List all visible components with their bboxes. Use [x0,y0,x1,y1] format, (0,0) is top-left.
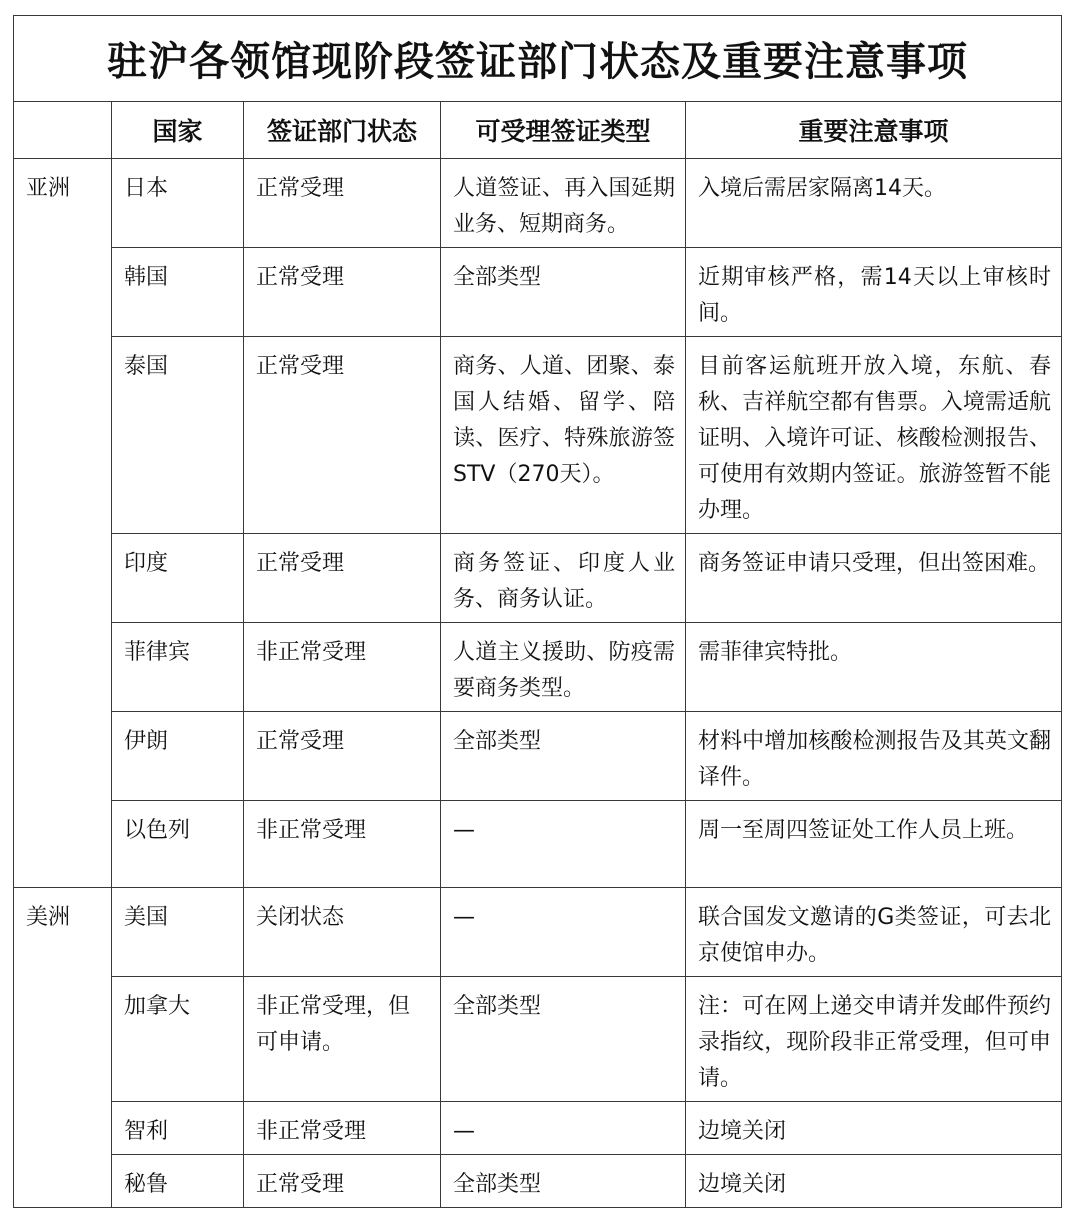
header-row [14,102,1062,159]
visa-status-sheet [13,15,1061,1208]
table-row [14,159,1062,248]
notes-cell: 商务签证申请只受理，但出签困难。 [686,534,1062,623]
visa-types-cell: 人道主义援助、防疫需要商务类型。 [441,623,686,712]
table-row [14,977,1062,1102]
visa-status-table [13,15,1062,1208]
table-row [14,1155,1062,1208]
notes-cell: 周一至周四签证处工作人员上班。 [686,801,1062,888]
country-cell: 伊朗 [112,712,244,801]
table-title: 驻沪各领馆现阶段签证部门状态及重要注意事项 [14,16,1062,102]
notes-cell: 近期审核严格，需14天以上审核时间。 [686,248,1062,337]
table-row [14,801,1062,888]
header-visa-types: 可受理签证类型 [441,102,686,159]
header-country: 国家 [112,102,244,159]
notes-cell: 联合国发文邀请的G类签证，可去北京使馆申办。 [686,888,1062,977]
table-row [14,1102,1062,1155]
visa-types-cell: 商务签证、印度人业务、商务认证。 [441,534,686,623]
notes-cell: 需菲律宾特批。 [686,623,1062,712]
status-cell: 正常受理 [244,337,441,534]
visa-types-cell: 全部类型 [441,712,686,801]
table-row [14,248,1062,337]
notes-cell: 材料中增加核酸检测报告及其英文翻译件。 [686,712,1062,801]
status-cell: 非正常受理，但可申请。 [244,977,441,1102]
status-cell: 正常受理 [244,248,441,337]
visa-types-cell: 商务、人道、团聚、泰国人结婚、留学、陪读、医疗、特殊旅游签STV（270天）。 [441,337,686,534]
country-cell: 秘鲁 [112,1155,244,1208]
country-cell: 泰国 [112,337,244,534]
status-cell: 非正常受理 [244,1102,441,1155]
status-cell: 正常受理 [244,159,441,248]
status-cell: 关闭状态 [244,888,441,977]
country-cell: 日本 [112,159,244,248]
table-row [14,712,1062,801]
country-cell: 智利 [112,1102,244,1155]
table-row [14,888,1062,977]
country-cell: 韩国 [112,248,244,337]
status-cell: 正常受理 [244,1155,441,1208]
country-cell: 印度 [112,534,244,623]
visa-types-cell: — [441,801,686,888]
visa-types-cell: — [441,888,686,977]
visa-types-cell: 全部类型 [441,977,686,1102]
visa-types-cell: 全部类型 [441,1155,686,1208]
notes-cell: 边境关闭 [686,1102,1062,1155]
header-status: 签证部门状态 [244,102,441,159]
visa-types-cell: 全部类型 [441,248,686,337]
status-cell: 正常受理 [244,534,441,623]
notes-cell: 注：可在网上递交申请并发邮件预约录指纹，现阶段非正常受理，但可申请。 [686,977,1062,1102]
notes-cell: 入境后需居家隔离14天。 [686,159,1062,248]
status-cell: 非正常受理 [244,801,441,888]
status-cell: 正常受理 [244,712,441,801]
header-notes: 重要注意事项 [686,102,1062,159]
table-row [14,534,1062,623]
notes-cell: 目前客运航班开放入境，东航、春秋、吉祥航空都有售票。入境需适航证明、入境许可证、核酸检测报告、可使用有效期内签证。旅游签暂不能办理。 [686,337,1062,534]
header-region [14,102,112,159]
visa-types-cell: 人道签证、再入国延期业务、短期商务。 [441,159,686,248]
table-row [14,623,1062,712]
region-cell: 美洲 [14,888,112,1208]
country-cell: 以色列 [112,801,244,888]
country-cell: 美国 [112,888,244,977]
status-cell: 非正常受理 [244,623,441,712]
table-row [14,337,1062,534]
region-cell: 亚洲 [14,159,112,888]
visa-types-cell: — [441,1102,686,1155]
country-cell: 加拿大 [112,977,244,1102]
country-cell: 菲律宾 [112,623,244,712]
notes-cell: 边境关闭 [686,1155,1062,1208]
